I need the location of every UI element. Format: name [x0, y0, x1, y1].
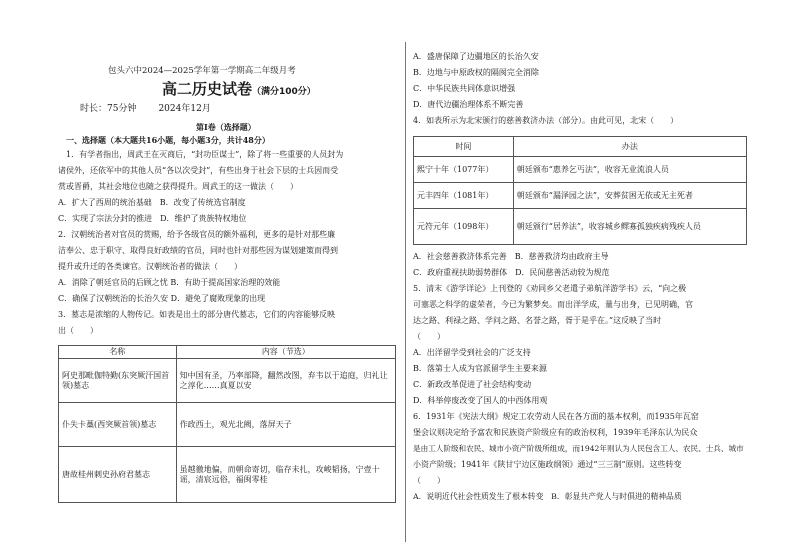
option-line: A．消除了朝廷官员的后顾之忧 B．有助于提高国家治理的效能 [58, 278, 281, 287]
table-header-cell: 时间 [414, 137, 514, 157]
text-line: 赏或晋爵，其社会地位也随之获得提升。周武王的这一做法（ ） [58, 182, 298, 191]
relief-table [413, 136, 747, 245]
table-header-cell: 办法 [513, 137, 746, 157]
text-line: （ ） [413, 476, 445, 485]
table-row [59, 359, 396, 403]
text-line: 提升或升迁的各类谏官。汉朝统治者的做法（ ） [58, 262, 242, 271]
title-score-note: （满分100分） [252, 87, 316, 97]
option-line: C．政府重视扶助弱势群体 D．民间慈善活动较为规范 [413, 268, 610, 277]
part-heading: 第Ⅰ卷（选择题） [196, 122, 256, 132]
table-row [414, 157, 747, 183]
table-row [414, 209, 747, 245]
table-cell: 元丰四年（1081年） [414, 183, 514, 209]
text-line: 洁奉公、忠于职守、取得良好政绩的官员，同时也针对那些因为谋划建策而得到 [58, 246, 338, 255]
title-main: 高二历史试卷 [162, 80, 253, 98]
text-line: 小资产阶级；1941年《陕甘宁边区施政纲领》通过“三三制”原则。这些转变 [413, 460, 682, 469]
exam-duration: 时长：75分钟 [80, 104, 137, 114]
section-heading: 一、选择题（本大题共16小题，每小题3分，共计48分） [66, 135, 270, 145]
table-cell: 熙宁十年（1077年） [414, 157, 514, 183]
table-cell: 知中国有圣，乃率部降，翻然改图，弃韦以于追庭，归礼让之淳化……真夏以安 [176, 359, 395, 403]
option-line: B．落第士人成为官派留学生主要来源 [413, 364, 547, 373]
table-cell: 作政西土，观光北阙，落屏天子 [176, 403, 395, 447]
table-row [59, 403, 396, 447]
option-line: A．说明近代社会性质发生了根本转变 B．彰显共产党人与时俱进的精神品质 [413, 492, 682, 501]
table-header-cell: 内容（节选） [176, 346, 395, 359]
text-line: 4．如表所示为北宋颁行的慈善救济办法（部分）。由此可见，北宋（ ） [413, 116, 679, 125]
text-line: 6．1931年《宪法大纲》规定工农劳动人民在各方面的基本权利，而1935年瓦窑 [413, 412, 699, 421]
table-cell: 朝廷颁布“惠养乞丐法”，收容无业流浪人员 [513, 157, 746, 183]
table-row [414, 183, 747, 209]
table-header-row [59, 346, 396, 359]
text-line: 5．清末《游学详论》上刊登的《劝同乡父老遣子弟航洋游学书》云，“向之极 [413, 284, 687, 293]
table-cell: 仆失卡藁(西突厥首领)墓志 [59, 403, 177, 447]
text-line: 堡会议则决定给予富农和民族资产阶级应有的政治权利，1939年毛泽东认为民众 [413, 428, 698, 437]
text-line: 1．有学者指出，周武王在灭商后，“封功臣谋士”，除了将一些重要的人员封为 [66, 150, 344, 159]
table-header-cell: 名称 [59, 346, 177, 359]
option-line: C．新政改革促进了社会结构变动 [413, 380, 532, 389]
text-line: （ ） [413, 332, 445, 341]
text-line: 是由工人阶级和农民、城市小资产阶级所组成，而1942年则认为人民包含工人、农民、士兵、城市 [413, 444, 744, 453]
option-line: B．边地与中原政权的隔阂完全消除 [413, 68, 539, 77]
table-header-row [414, 137, 747, 157]
option-line: D．科举停废改变了国人的中西体用观 [413, 396, 548, 405]
text-line: 达之路、利禄之路、学问之路、名誉之路，胥于是乎在。”这反映了当时 [413, 316, 662, 325]
text-line: 可塞恶之科学的虚荣者，今已为繁梦矣。而出洋学成，量与出身，已见明确，官 [413, 300, 693, 309]
text-line: 3．墓志是浓缩的人物传记。如表是出土的部分唐代墓志，它们的内容能够反映 [58, 310, 336, 319]
table-cell: 朝廷颁布“漏泽园之法”，安葬贫困无依或无主死者 [513, 183, 746, 209]
school-line: 包头六中2024—2025学年第一学期高二年级月考 [108, 66, 296, 76]
text-line: 2．汉朝统治者对官员的赏赐，给予各级官员的额外福利，更多的是针对那些廉 [58, 230, 336, 239]
option-line: C．实现了宗法分封的推进 D．维护了贵族特权地位 [58, 214, 247, 223]
table-cell: 朝廷颁行“居养法”，收容城乡鳏寡孤独疾病残疾人员 [513, 209, 746, 245]
table-cell: 元符元年（1098年） [414, 209, 514, 245]
option-line: C．确保了汉朝统治的长治久安 D．避免了腐败现象的出现 [58, 294, 266, 303]
exam-date: 2024年12月 [158, 104, 211, 114]
column-divider [405, 42, 406, 542]
text-line: 出（ ） [58, 326, 98, 335]
table-cell: 阿史那毗伽特勤(东突厥汗国首领)墓志 [59, 359, 177, 403]
epitaph-table [58, 345, 396, 503]
option-line: A．社会慈善救济体系完善 B．慈善救济均由政府主导 [413, 252, 609, 261]
option-line: D．唐代边疆治理体系不断完善 [413, 100, 524, 109]
table-row [59, 447, 396, 503]
table-cell: 唐故桂州刺史孙府君墓志 [59, 447, 177, 503]
option-line: A．扩大了西周的统治基础 B．改变了传统选官制度 [58, 198, 246, 207]
option-line: A．出洋留学受到社会的广泛支持 [413, 348, 531, 357]
table-cell: 虽越徼地偏，而朝命寄切，临存未扎，攻峻韬扬，宁壹十谣，清宸远俗，福闽零桂 [176, 447, 395, 503]
exam-title [162, 80, 316, 101]
option-line: A．盛唐保障了边疆地区的长治久安 [413, 52, 539, 61]
option-line: C．中华民族共同体意识增强 [413, 84, 516, 93]
text-line: 诸侯外，还依军中的其他人员“各以次受封”，有些出身于社会下层的士兵因而受 [58, 166, 339, 175]
time-date-line [80, 104, 211, 114]
